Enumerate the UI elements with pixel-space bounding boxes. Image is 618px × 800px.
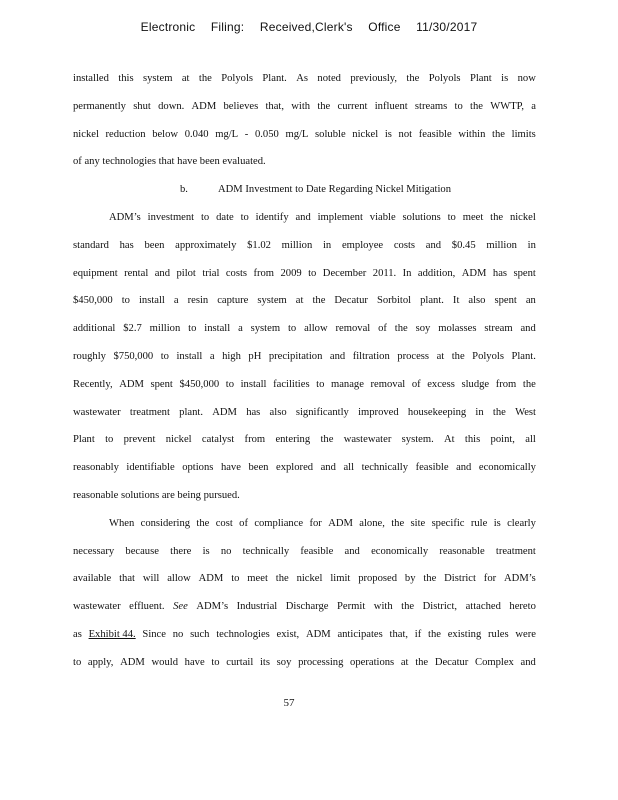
section-label: b.	[180, 184, 188, 196]
text-line: to apply, ADM would have to curtail its soy processing operations at the Decatur Complex and	[73, 656, 536, 668]
text-line: $450,000 to install a resin capture system at the Decatur Sorbitol plant. It also spent an	[73, 295, 536, 307]
text-line: necessary because there is no technically feasible and economically reasonable treatment	[73, 545, 536, 557]
page-number: 57	[283, 697, 295, 709]
text-line: ADM’s investment to date to identify and implement viable solutions to meet the nickel	[109, 211, 536, 223]
document-body	[73, 68, 536, 680]
section-title: ADM Investment to Date Regarding Nickel Mitigation	[218, 184, 452, 196]
text-line: reasonable solutions are being pursued.	[73, 489, 240, 501]
filing-stamp-header	[0, 20, 618, 34]
text-line: standard has been approximately $1.02 million in employee costs and $0.45 million in	[73, 239, 536, 251]
exhibit-reference: Exhibit 44.	[88, 628, 136, 640]
text-line: of any technologies that have been evaluated.	[73, 156, 266, 168]
see-signal: See	[173, 601, 188, 613]
text-line: nickel reduction below 0.040 mg/L - 0.050 mg/L soluble nickel is not feasible within the limits	[73, 128, 536, 140]
text-line: additional $2.7 million to install a system to allow removal of the soy molasses stream and	[73, 323, 536, 335]
header-date: 11/30/2017	[416, 20, 478, 34]
text-line: as Exhibit 44. Since no such technologies exist, ADM anticipates that, if the existing rules were	[73, 624, 536, 652]
text-line: available that will allow ADM to meet the nickel limit proposed by the District for ADM’s	[73, 573, 536, 585]
header-filing: Filing:	[210, 20, 245, 34]
text-line: wastewater treatment plant. ADM has also significantly improved housekeeping in the West	[73, 406, 536, 418]
text-line: installed this system at the Polyols Plant. As noted previously, the Polyols Plant is now	[73, 73, 536, 84]
text-line: reasonably identifiable options have been explored and all technically feasible and economically	[73, 462, 536, 474]
text-line: When considering the cost of compliance for ADM alone, the site specific rule is clearly	[109, 517, 536, 529]
text-line: Plant to prevent nickel catalyst from entering the wastewater system. At this point, all	[73, 434, 536, 446]
text-line: roughly $750,000 to install a high pH precipitation and filtration process at the Polyols Plant.	[73, 350, 536, 362]
text-line: permanently shut down. ADM believes that, with the current influent streams to the WWTP, a	[73, 100, 536, 112]
text-line: Recently, ADM spent $450,000 to install facilities to manage removal of excess sludge from the	[73, 378, 536, 390]
header-electronic: Electronic	[140, 20, 196, 34]
header-office: Office	[368, 20, 401, 34]
section-heading	[73, 179, 536, 207]
text-line: wastewater effluent. See ADM’s Industrial Discharge Permit with the District, attached hereto	[73, 596, 536, 624]
text-line: equipment rental and pilot trial costs from 2009 to December 2011. In addition, ADM has spent	[73, 267, 536, 279]
header-received-clerks: Received,Clerk's	[259, 20, 353, 34]
